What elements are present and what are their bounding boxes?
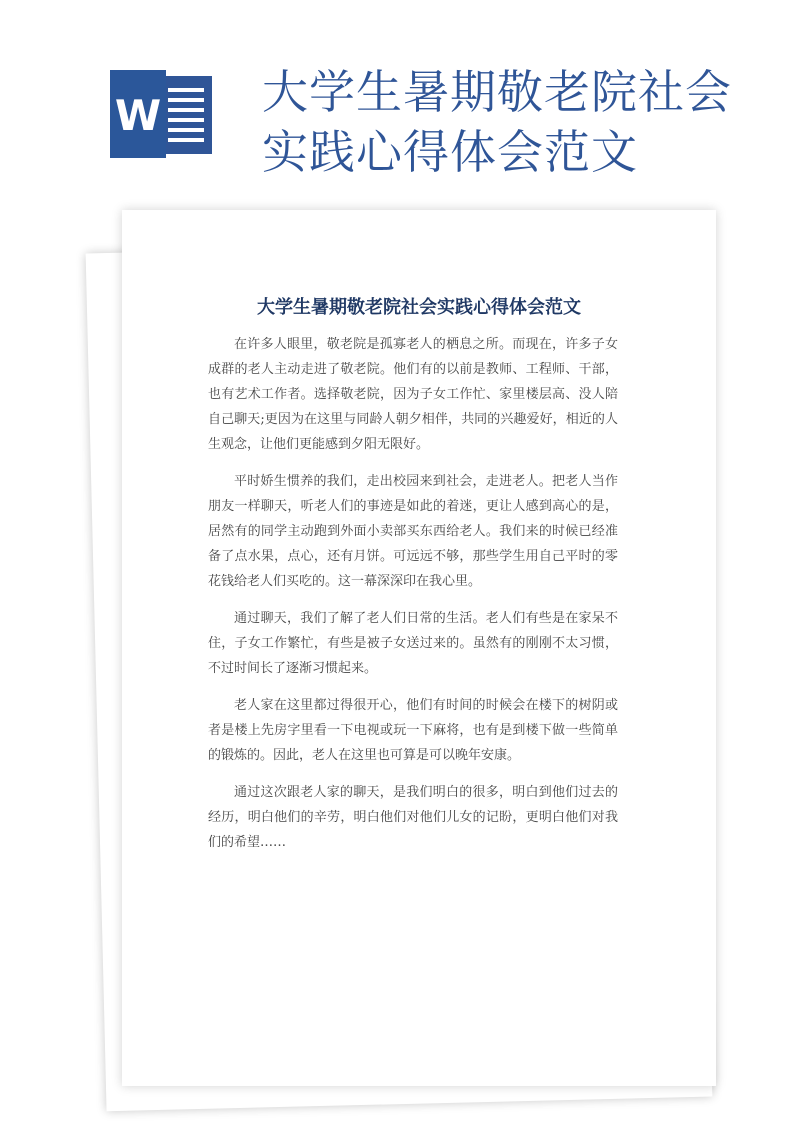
- word-icon-letter: W: [114, 91, 162, 140]
- header: [0, 0, 800, 190]
- paragraph-1: 在许多人眼里，敬老院是孤寡老人的栖息之所。而现在，许多子女成群的老人主动走进了敬老院。他们有的以前是教师、工程师、干部，也有艺术工作者。选择敬老院，因为子女工作忙、家里楼层高、没人陪自己聊天;更因为在这里与同龄人朝夕相伴，共同的兴趣爱好，相近的人生观念，让他们更能感到夕阳无限好。: [208, 337, 618, 452]
- paragraph-3: 通过聊天，我们了解了老人们日常的生活。老人们有些是在家呆不住，子女工作繁忙，有些是被子女送过来的。虽然有的刚刚不太习惯，不过时间长了逐渐习惯起来。: [208, 611, 618, 676]
- document-page: [122, 210, 716, 1086]
- document-body: [208, 332, 618, 867]
- word-document-icon: [110, 70, 214, 158]
- paragraph-4: 老人家在这里都过得很开心，他们有时间的时候会在楼下的树阴或者是楼上先房字里看一下电视或玩一下麻将，也有是到楼下做一些简单的锻炼的。因此，老人在这里也可算是可以晚年安康。: [208, 698, 618, 763]
- document-title: 大学生暑期敬老院社会实践心得体会范文: [257, 297, 581, 318]
- paragraph-2: 平时娇生惯养的我们，走出校园来到社会，走进老人。把老人当作朋友一样聊天，听老人们的事迹是如此的着迷，更让人感到高心的是，居然有的同学主动跑到外面小卖部买东西给老人。我们来的时候已经准备了点水果，点心，还有月饼。可远远不够，那些学生用自己平时的零花钱给老人们买吃的。这一幕深深印在我心里。: [208, 474, 618, 589]
- paragraph-5: 通过这次跟老人家的聊天，是我们明白的很多，明白到他们过去的经历，明白他们的辛劳，明白他们对他们儿女的记盼，更明白他们对我们的希望……: [208, 785, 618, 850]
- header-title: 大学生暑期敬老院社会实践心得体会范文: [262, 65, 732, 179]
